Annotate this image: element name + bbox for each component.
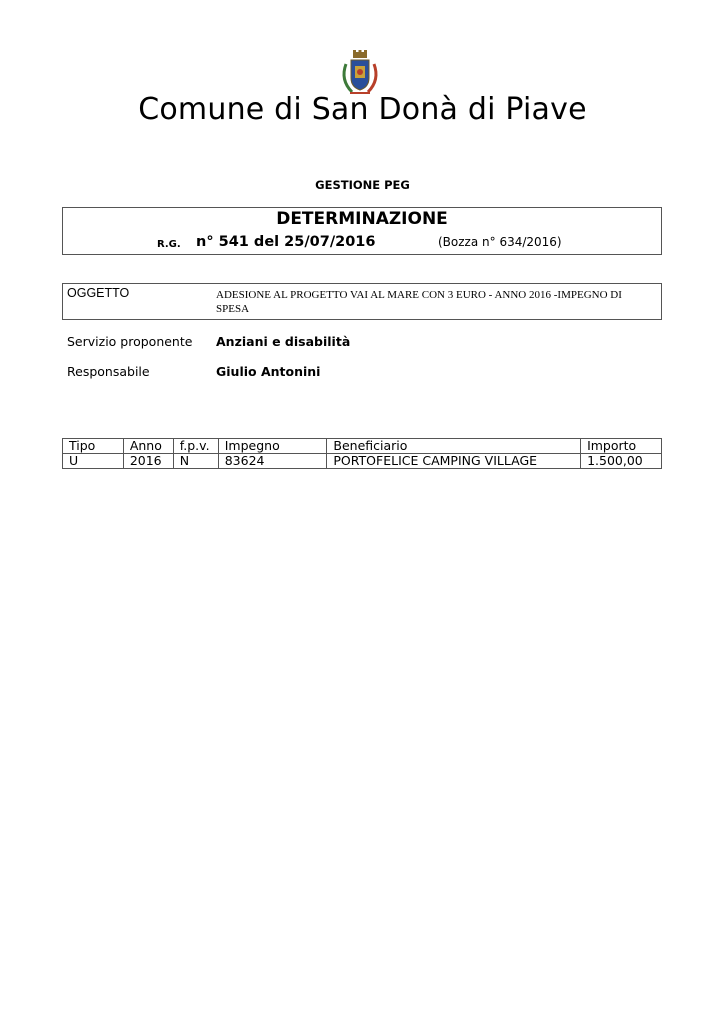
header-tipo: Tipo bbox=[63, 439, 124, 454]
draft-reference: (Bozza n° 634/2016) bbox=[438, 235, 562, 249]
subject-label: OGGETTO bbox=[67, 286, 130, 300]
manager-label: Responsabile bbox=[67, 364, 150, 379]
determination-number: n° 541 del 25/07/2016 bbox=[196, 234, 376, 250]
municipality-name: Comune di San Donà di Piave bbox=[138, 92, 587, 127]
cell-impegno: 83624 bbox=[218, 454, 327, 469]
cell-tipo: U bbox=[63, 454, 124, 469]
table-row bbox=[63, 454, 662, 469]
service-label: Servizio proponente bbox=[67, 334, 193, 349]
determination-box bbox=[62, 207, 662, 255]
commitment-table bbox=[62, 438, 662, 469]
subject-text: ADESIONE AL PROGETTO VAI AL MARE CON 3 EURO - ANNO 2016 -IMPEGNO DI SPESA bbox=[216, 289, 622, 315]
rg-label: R.G. bbox=[157, 239, 181, 250]
header-fpv: f.p.v. bbox=[173, 439, 218, 454]
header-beneficiario: Beneficiario bbox=[327, 439, 581, 454]
header-impegno: Impegno bbox=[218, 439, 327, 454]
service-value: Anziani e disabilità bbox=[216, 334, 351, 349]
cell-fpv: N bbox=[173, 454, 218, 469]
table-header-row bbox=[63, 439, 662, 454]
section-heading: GESTIONE PEG bbox=[315, 178, 410, 192]
determination-title: DETERMINAZIONE bbox=[276, 209, 448, 229]
cell-importo: 1.500,00 bbox=[581, 454, 662, 469]
header-importo: Importo bbox=[581, 439, 662, 454]
subject-box bbox=[62, 283, 662, 320]
cell-anno: 2016 bbox=[123, 454, 173, 469]
header-anno: Anno bbox=[123, 439, 173, 454]
manager-value: Giulio Antonini bbox=[216, 364, 321, 379]
coat-of-arms-icon bbox=[338, 50, 382, 96]
cell-beneficiario: PORTOFELICE CAMPING VILLAGE bbox=[327, 454, 581, 469]
